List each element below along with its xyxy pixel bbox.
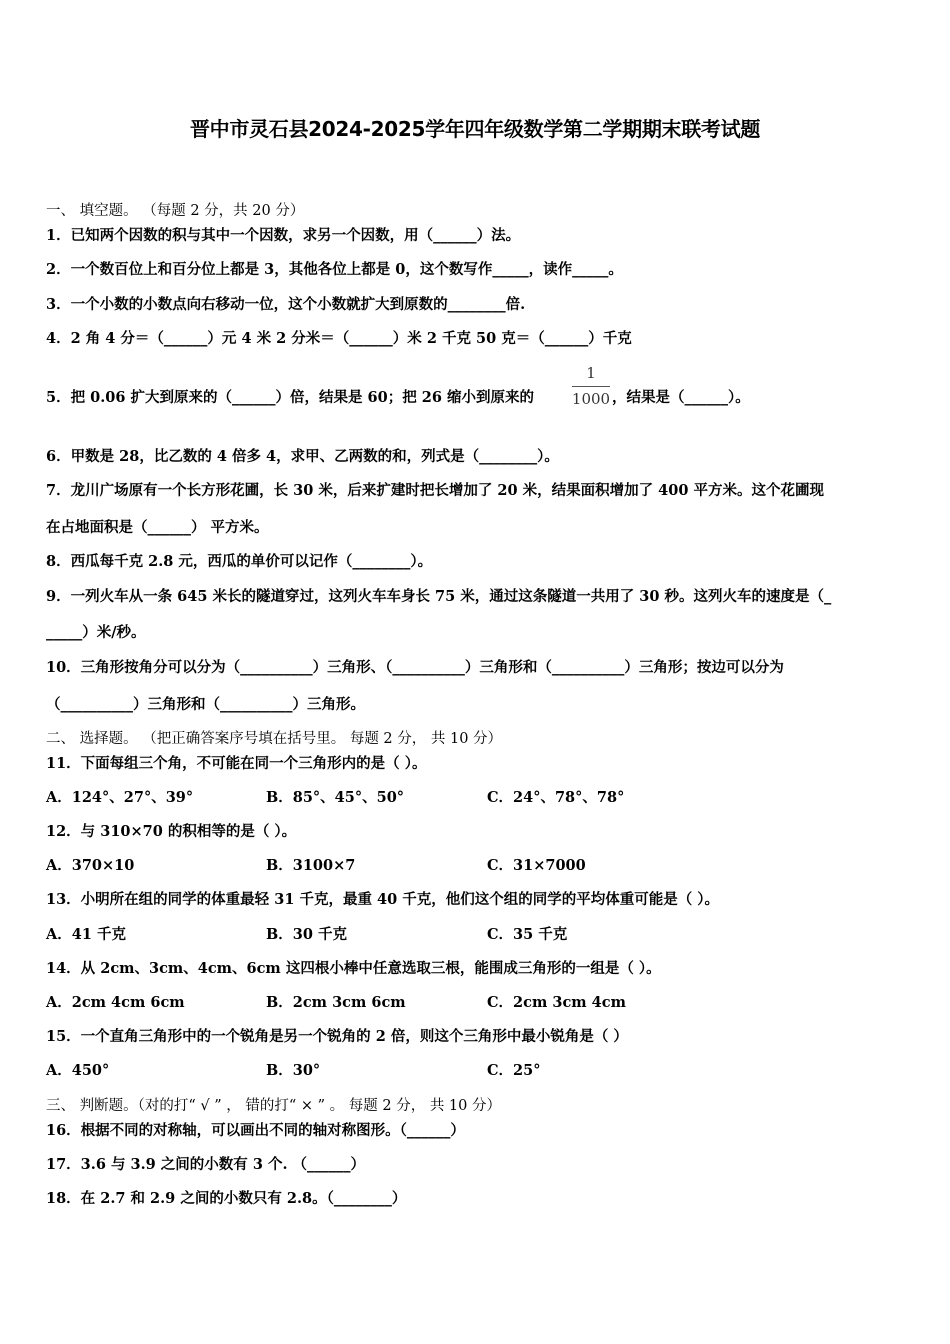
question-9-line2: _____）米/秒。 (46, 624, 146, 641)
q13-option-b: B．30 千克 (266, 926, 347, 943)
question-2: 2．一个数百位上和百分位上都是 3，其他各位上都是 0，这个数写作_____，读作_____。 (46, 261, 623, 278)
q13-option-c: C．35 千克 (487, 926, 568, 943)
q12-option-b: B．3100×7 (266, 857, 356, 874)
question-7-line2: 在占地面积是（______） 平方米。 (46, 519, 269, 536)
question-11: 11．下面每组三个角，不可能在同一个三角形内的是（ ）。 (46, 755, 427, 772)
question-1: 1．已知两个因数的积与其中一个因数，求另一个因数，用（______）法。 (46, 227, 521, 244)
question-17: 17．3.6 与 3.9 之间的小数有 3 个. （______） (46, 1156, 366, 1173)
q12-option-a: A．370×10 (46, 857, 135, 874)
question-5-part2: ，结果是（______）。 (612, 389, 750, 406)
section-true-false-heading: 三、 判断题。（对的打“ √ ” ， 错的打“ × ” 。 每题 2 分， 共 10 分） (46, 1098, 501, 1114)
fraction-one-thousandth (570, 362, 612, 409)
question-7-line1: 7．龙川广场原有一个长方形花圃，长 30 米，后来扩建时把长增加了 20 米，结果面积增加了 400 平方米。这个花圃现 (46, 482, 824, 499)
question-15: 15．一个直角三角形中的一个锐角是另一个锐角的 2 倍，则这个三角形中最小锐角是（ ） (46, 1028, 628, 1045)
q12-option-c: C．31×7000 (487, 857, 586, 874)
question-14: 14．从 2cm、3cm、4cm、6cm 这四根小棒中任意选取三根，能围成三角形的一组是（ ）。 (46, 960, 661, 977)
question-10-line1: 10．三角形按角分可以分为（__________）三角形、（__________）三角形和（__________）三角形；按边可以分为 (46, 659, 784, 676)
question-13: 13．小明所在组的同学的体重最轻 31 千克，最重 40 千克，他们这个组的同学的平均体重可能是（ ）。 (46, 891, 720, 908)
q15-option-c: C．25° (487, 1062, 541, 1079)
q15-option-b: B．30° (266, 1062, 321, 1079)
section-fill-blank-heading: 一、 填空题。 （每题 2 分，共 20 分） (46, 203, 305, 219)
q11-option-c: C．24°、78°、78° (487, 789, 625, 806)
q13-option-a: A．41 千克 (46, 926, 126, 943)
q15-option-a: A．450° (46, 1062, 110, 1079)
question-6: 6．甲数是 28，比乙数的 4 倍多 4，求甲、乙两数的和，列式是（________）。 (46, 448, 559, 465)
q14-option-b: B．2cm 3cm 6cm (266, 994, 406, 1011)
page-title: 晋中市灵石县2024-2025学年四年级数学第二学期期末联考试题 (189, 117, 761, 141)
question-18: 18．在 2.7 和 2.9 之间的小数只有 2.8。（________） (46, 1190, 407, 1207)
q11-option-a: A．124°、27°、39° (46, 789, 194, 806)
section-multiple-choice-heading: 二、 选择题。 （把正确答案序号填在括号里。 每题 2 分， 共 10 分） (46, 731, 503, 747)
fraction-bar (572, 386, 610, 387)
question-16: 16．根据不同的对称轴，可以画出不同的轴对称图形。（______） (46, 1122, 465, 1139)
fraction-numerator: 1 (586, 364, 596, 382)
question-12: 12．与 310×70 的积相等的是（ ）。 (46, 823, 297, 840)
question-9-line1: 9．一列火车从一条 645 米长的隧道穿过，这列火车车身长 75 米，通过这条隧道一共用了 30 秒。这列火车的速度是（_ (46, 588, 832, 605)
q14-option-c: C．2cm 3cm 4cm (487, 994, 626, 1011)
question-8: 8．西瓜每千克 2.8 元，西瓜的单价可以记作（________）。 (46, 553, 433, 570)
q11-option-b: B．85°、45°、50° (266, 789, 405, 806)
q14-option-a: A．2cm 4cm 6cm (46, 994, 185, 1011)
question-5-part1: 5．把 0.06 扩大到原来的（______）倍，结果是 60；把 26 缩小到原来的 (46, 389, 534, 406)
question-3: 3．一个小数的小数点向右移动一位，这个小数就扩大到原数的________倍. (46, 296, 526, 313)
question-4: 4．2 角 4 分＝（______）元 4 米 2 分米＝（______）米 2 千克 50 克＝（______）千克 (46, 330, 632, 347)
fraction-denominator: 1000 (571, 390, 611, 408)
question-10-line2: （__________）三角形和（__________）三角形。 (46, 696, 365, 713)
